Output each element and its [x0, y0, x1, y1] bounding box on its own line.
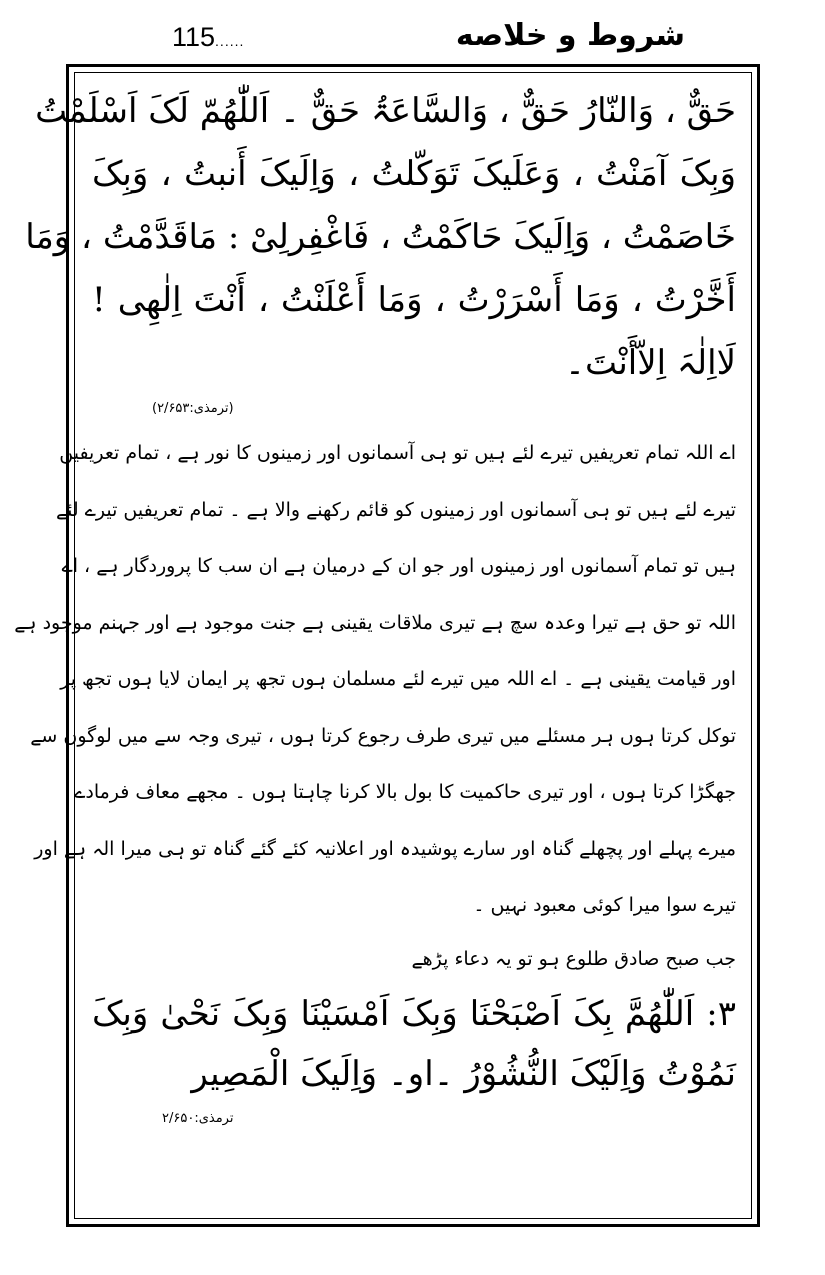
- urdu-text-line: توکل کرتا ہوں ہر مسئلے میں تیری طرف رجوع کرتا ہوں ، تیری وجہ سے میں لوگوں سے: [30, 724, 736, 747]
- page-number: [172, 22, 244, 56]
- hadith-reference: (ترمذی:۲/۶۵۳): [152, 401, 234, 416]
- urdu-translation: [14, 425, 736, 934]
- arabic-text-line: وَبِکَ آمَنْتُ ، وَعَلَیکَ تَوَکّلتُ ، وَاِلَیکَ أَنبتُ ، وَبِکَ: [92, 154, 736, 194]
- arabic-text-line: أَخَّرْتُ ، وَمَا أَسْرَرْتُ ، وَمَا أَعْلَنْتُ ، أَنْتَ اِلٰھِی !: [92, 280, 736, 320]
- arabic-text-line: خَاصَمْتُ ، وَاِلَیکَ حَاکَمْتُ ، فَاغْفِرلِیْ : مَاقَدَّمْتُ ، وَمَا: [25, 217, 736, 257]
- urdu-text-line: جھگڑا کرتا ہوں ، اور تیری حاکمیت کا بول بالا کرنا چاہتا ہوں ۔ مجھے معاف فرمادے: [74, 781, 736, 803]
- urdu-text-line: تیرے لئے ہیں تو ہی آسمانوں اور زمینوں کو قائم رکھنے والا ہے ۔ تمام تعریفیں تیرے لئے: [56, 498, 736, 521]
- urdu-text-line: میرے پہلے اور پچھلے گناہ اور سارے پوشیدہ اور اعلانیہ کئے گئے گناہ تو ہی میرا الہ ہے اور: [34, 837, 736, 860]
- dua-instruction: جب صبح صادق طلوع ہو تو یہ دعاء پڑھے: [411, 947, 736, 970]
- arabic-text-line: حَقٌّ ، وَالنّارُ حَقٌّ ، وَالسَّاعَۃُ حَقٌّ ۔ اَللّٰھُمّ لَکَ اَسْلَمْتُ: [35, 91, 736, 131]
- arabic-text-line: لَااِلٰہَ اِلاّأَنْتَ۔: [565, 343, 736, 383]
- page-content: [14, 80, 736, 1134]
- dua-text-line: ۳: اَللّٰھُمَّ بِکَ اَصْبَحْنَا وَبِکَ اَمْسَیْنَا وَبِکَ نَحْیٰ وَبِکَ: [92, 993, 736, 1034]
- urdu-text-line: اے اللہ تمام تعریفیں تیرے لئے ہیں تو ہی آسمانوں اور زمینوں کا نور ہے ، تمام تعریفیں: [59, 442, 736, 464]
- urdu-text-line: اللہ تو حق ہے تیرا وعدہ سچ ہے تیری ملاقات یقینی ہے جنت موجود ہے اور جہنم موجود ہے: [14, 611, 736, 634]
- hadith-reference: ترمذی:۲/۶۵۰: [162, 1110, 234, 1126]
- page-number-value: 115: [172, 22, 216, 52]
- page-number-dots: ......: [215, 33, 245, 49]
- urdu-text-line: ہیں تو تمام آسمانوں اور زمینوں اور جو ان کے درمیان ہے ان سب کا پروردگار ہے ، اے: [61, 555, 736, 577]
- urdu-text-line: اور قیامت یقینی ہے ۔ اے اللہ میں تیرے لئے مسلمان ہوں تجھ پر ایمان لایا ہوں تجھ پر: [60, 668, 736, 690]
- chapter-title: شروط و خلاصه: [455, 18, 685, 53]
- dua-text-line: نَمُوْتُ وَاِلَیْکَ النُّشُوْرُ ۔او۔ وَاِلَیکَ الْمَصِیر: [191, 1053, 736, 1094]
- page-header: [0, 14, 825, 56]
- urdu-text-line: تیرے سوا میرا کوئی معبود نہیں ۔: [473, 894, 736, 916]
